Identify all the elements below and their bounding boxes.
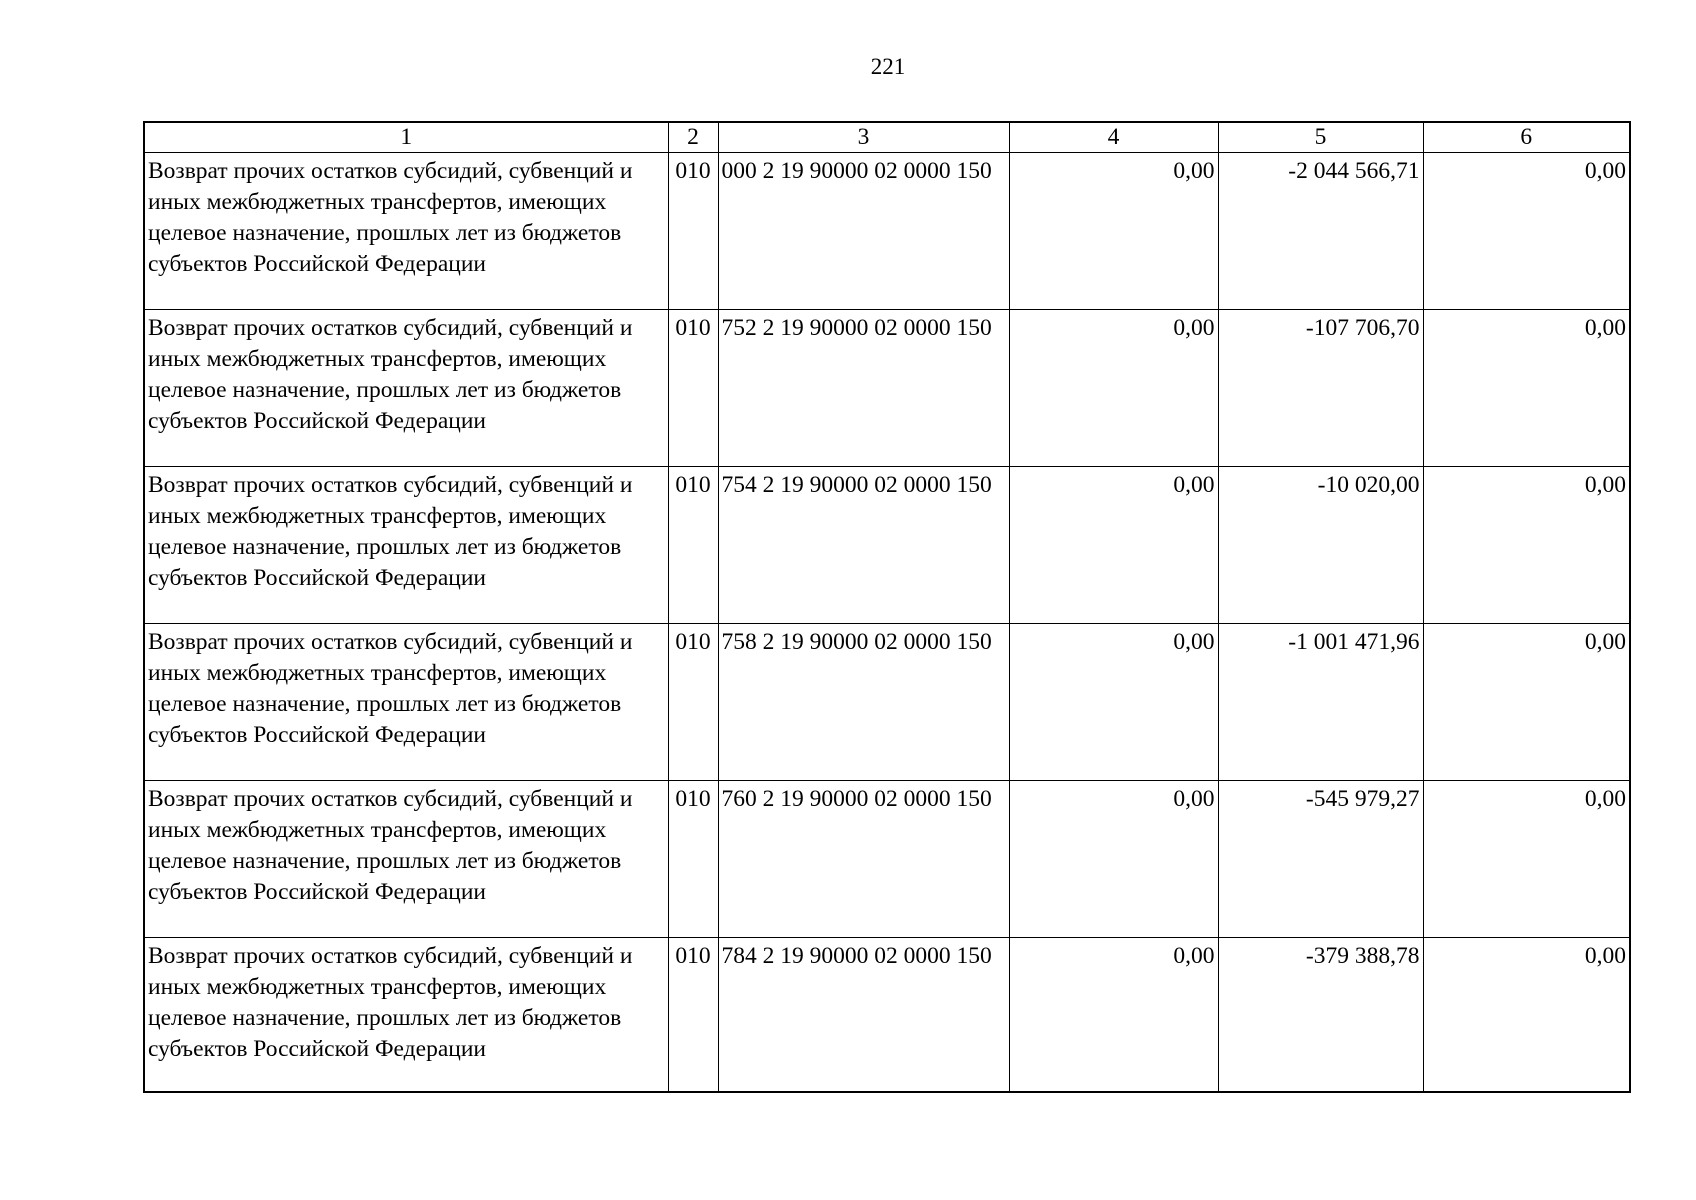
- row-budget-code: 784 2 19 90000 02 0000 150: [718, 938, 1009, 1093]
- column-header-5: 5: [1218, 122, 1423, 153]
- column-header-2: 2: [668, 122, 718, 153]
- row-value-col4: 0,00: [1009, 781, 1218, 938]
- row-budget-code: 000 2 19 90000 02 0000 150: [718, 153, 1009, 310]
- row-value-col5: -545 979,27: [1218, 781, 1423, 938]
- row-budget-code: 760 2 19 90000 02 0000 150: [718, 781, 1009, 938]
- row-value-col5: -1 001 471,96: [1218, 624, 1423, 781]
- row-value-col4: 0,00: [1009, 938, 1218, 1093]
- row-description: Возврат прочих остатков субсидий, субвенций и иных межбюджетных трансфертов, имеющих целевое назначение, прошлых лет из бюджетов субъектов Российской Федерации: [144, 624, 668, 781]
- row-value-col6: 0,00: [1423, 781, 1630, 938]
- row-description: Возврат прочих остатков субсидий, субвенций и иных межбюджетных трансфертов, имеющих целевое назначение, прошлых лет из бюджетов субъектов Российской Федерации: [144, 938, 668, 1093]
- row-budget-code: 752 2 19 90000 02 0000 150: [718, 310, 1009, 467]
- table-row: [144, 781, 1630, 938]
- budget-table: [143, 121, 1631, 1093]
- row-admin-code: 010: [668, 153, 718, 310]
- row-description: Возврат прочих остатков субсидий, субвенций и иных межбюджетных трансфертов, имеющих целевое назначение, прошлых лет из бюджетов субъектов Российской Федерации: [144, 153, 668, 310]
- table-row: [144, 624, 1630, 781]
- row-value-col6: 0,00: [1423, 467, 1630, 624]
- column-header-1: 1: [144, 122, 668, 153]
- row-value-col4: 0,00: [1009, 624, 1218, 781]
- row-description: Возврат прочих остатков субсидий, субвенций и иных межбюджетных трансфертов, имеющих целевое назначение, прошлых лет из бюджетов субъектов Российской Федерации: [144, 467, 668, 624]
- table-header-row: [144, 122, 1630, 153]
- row-admin-code: 010: [668, 938, 718, 1093]
- row-value-col4: 0,00: [1009, 310, 1218, 467]
- row-admin-code: 010: [668, 624, 718, 781]
- row-admin-code: 010: [668, 781, 718, 938]
- row-value-col5: -2 044 566,71: [1218, 153, 1423, 310]
- row-value-col6: 0,00: [1423, 624, 1630, 781]
- table-row: [144, 153, 1630, 310]
- table-row: [144, 467, 1630, 624]
- row-value-col4: 0,00: [1009, 467, 1218, 624]
- row-value-col4: 0,00: [1009, 153, 1218, 310]
- page-number: 221: [870, 54, 906, 79]
- row-value-col5: -379 388,78: [1218, 938, 1423, 1093]
- row-budget-code: 758 2 19 90000 02 0000 150: [718, 624, 1009, 781]
- row-value-col6: 0,00: [1423, 153, 1630, 310]
- row-description: Возврат прочих остатков субсидий, субвенций и иных межбюджетных трансфертов, имеющих целевое назначение, прошлых лет из бюджетов субъектов Российской Федерации: [144, 781, 668, 938]
- row-value-col6: 0,00: [1423, 310, 1630, 467]
- row-value-col5: -10 020,00: [1218, 467, 1423, 624]
- column-header-6: 6: [1423, 122, 1630, 153]
- table-row: [144, 310, 1630, 467]
- column-header-3: 3: [718, 122, 1009, 153]
- row-value-col5: -107 706,70: [1218, 310, 1423, 467]
- row-description: Возврат прочих остатков субсидий, субвенций и иных межбюджетных трансфертов, имеющих целевое назначение, прошлых лет из бюджетов субъектов Российской Федерации: [144, 310, 668, 467]
- column-header-4: 4: [1009, 122, 1218, 153]
- row-admin-code: 010: [668, 467, 718, 624]
- row-budget-code: 754 2 19 90000 02 0000 150: [718, 467, 1009, 624]
- row-admin-code: 010: [668, 310, 718, 467]
- row-value-col6: 0,00: [1423, 938, 1630, 1093]
- table-row: [144, 938, 1630, 1093]
